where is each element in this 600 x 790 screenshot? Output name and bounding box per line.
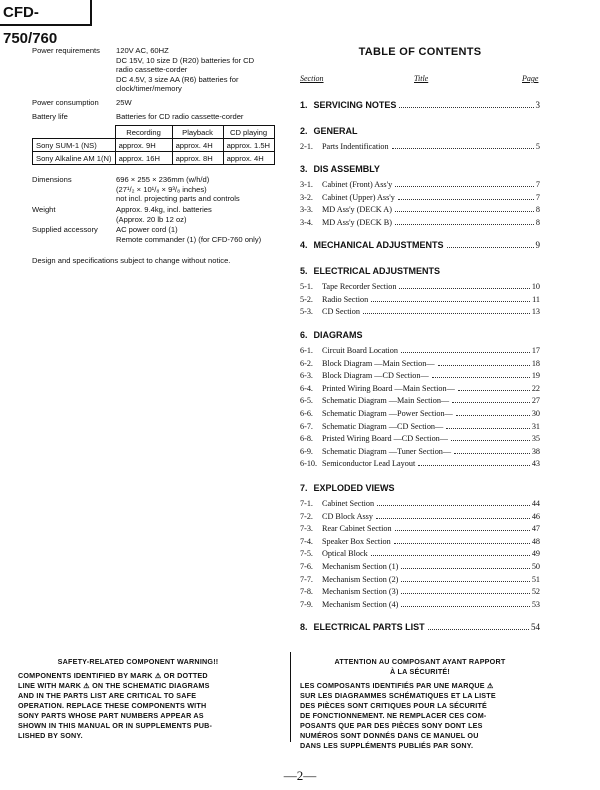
table-header: Recording: [115, 126, 172, 139]
table-header-row: [33, 126, 275, 139]
toc-leader: [392, 148, 534, 149]
spec-value: Approx. 9.4kg, incl. batteries: [116, 205, 212, 214]
toc-col-title: Title: [414, 74, 429, 83]
toc-leader: [446, 428, 530, 429]
table-cell: approx. 9H: [115, 139, 172, 152]
toc-section-title: Mechanism Section (4): [322, 599, 399, 609]
toc-section-number: 7-1.: [300, 499, 313, 508]
table-header: CD playing: [223, 126, 274, 139]
toc-leader: [363, 313, 530, 314]
toc-section-title: Rear Cabinet Section: [322, 524, 392, 534]
toc-chapter-title: DIAGRAMS: [313, 330, 363, 340]
toc-page-number: 53: [531, 599, 540, 609]
toc-section-title: CD Block Assy: [322, 511, 373, 521]
toc-section: [300, 562, 540, 571]
warning-line: SONY PARTS WHOSE PART NUMBERS APPEAR AS: [18, 711, 204, 720]
toc-leader: [395, 211, 534, 212]
spec-value: DC 4.5V, 3 size AA (R6) batteries for: [116, 74, 239, 84]
toc-page-number: 17: [531, 346, 540, 355]
toc-section: [300, 396, 540, 405]
toc-leader: [377, 505, 530, 506]
model-label: CFD-750/760: [0, 0, 92, 26]
toc-leader: [451, 440, 530, 441]
toc-page-number: 7: [535, 192, 540, 202]
toc-chapter-title: EXPLODED VIEWS: [313, 483, 395, 493]
toc-leader: [401, 593, 529, 594]
toc-leader: [401, 606, 529, 607]
toc-chapter-title: MECHANICAL ADJUSTMENTS: [313, 240, 444, 250]
spec-label: Power requirements: [32, 46, 100, 55]
toc-leader: [438, 365, 530, 366]
toc-chapter-number: 8.: [300, 622, 308, 632]
toc-section: [300, 512, 540, 521]
toc-section-number: 7-5.: [300, 549, 313, 559]
spec-value: DC 15V, 10 size D (R20) batteries for CD: [116, 55, 255, 65]
toc-leader: [452, 402, 530, 403]
toc-section: [300, 193, 540, 202]
toc-section-number: 7-3.: [300, 524, 313, 534]
table-cell: approx. 4H: [223, 152, 274, 165]
toc-page-number: 30: [531, 409, 540, 418]
toc-section-number: 6-7.: [300, 421, 313, 431]
toc-section-title: MD Ass'y (DECK A): [322, 205, 392, 215]
toc-leader: [428, 629, 529, 630]
toc-page-number: 8: [535, 217, 540, 227]
toc-section: [300, 409, 540, 418]
toc-section-title: Cabinet (Upper) Ass'y: [322, 192, 395, 202]
warning-line: NUMÉROS SONT DONNÉS DANS CE MANUEL OU: [300, 731, 479, 740]
spec-value: (27¹/₂ × 10¹/₈ × 9³/₈ inches): [116, 184, 207, 194]
warning-line: DES PIÈCES SONT CRITIQUES POUR LA SÉCURITÉ: [300, 701, 488, 710]
toc-section: [300, 587, 540, 596]
toc-page-number: 27: [531, 396, 540, 406]
spec-value: 25W: [116, 98, 132, 107]
toc-section: [300, 371, 540, 380]
table-cell: approx. 1.5H: [223, 139, 274, 152]
toc-page-number: 47: [531, 524, 540, 534]
toc-page-number: 49: [531, 549, 540, 559]
toc-section-number: 6-5.: [300, 396, 313, 406]
spec-label: Supplied accessory: [32, 225, 98, 234]
spec-value: Batteries for CD radio cassette-corder: [116, 112, 244, 121]
spec-value: 696 × 255 × 236mm (w/h/d): [116, 175, 210, 184]
toc-page-number: 54: [531, 622, 540, 632]
safety-warning-en: [18, 657, 258, 741]
toc-col-page: Page: [522, 74, 539, 83]
toc-page-number: 35: [531, 434, 540, 444]
toc-section-number: 3-4.: [300, 217, 313, 227]
toc-chapter-number: 4.: [300, 240, 308, 250]
toc-section-title: Mechanism Section (1): [322, 562, 399, 571]
toc-section-number: 7-7.: [300, 574, 313, 584]
toc-section-number: 7-4.: [300, 536, 313, 546]
toc-chapter-title: SERVICING NOTES: [313, 100, 397, 110]
toc-section-title: Speaker Box Section: [322, 536, 391, 546]
table-cell: Sony SUM-1 (NS): [33, 139, 116, 152]
toc-section-title: Pristed Wiring Board —CD Section—: [322, 434, 448, 444]
toc-section-number: 3-1.: [300, 180, 313, 189]
toc-section-title: Schematic Diagram —Power Section—: [322, 409, 453, 418]
toc-page-number: 8: [535, 205, 540, 215]
spec-note: Design and specifications subject to change without notice.: [32, 256, 231, 265]
battery-life-table: [32, 125, 275, 165]
toc-chapter-number: 5.: [300, 266, 308, 276]
warning-line: SHOWN IN THIS MANUAL OR IN SUPPLEMENTS PUB-: [18, 721, 213, 730]
toc-chapter-title: ELECTRICAL ADJUSTMENTS: [313, 266, 441, 276]
toc-section-title: Tape Recorder Section: [322, 282, 397, 291]
toc-section-number: 5-3.: [300, 307, 313, 317]
toc-leader: [432, 377, 530, 378]
toc-chapter-number: 3.: [300, 164, 308, 174]
toc-chapter-number: 6.: [300, 330, 308, 340]
toc-section-title: Cabinet Section: [322, 499, 375, 508]
toc-section-title: Optical Block: [322, 549, 368, 559]
toc-section: [300, 218, 540, 227]
toc-chapter: [300, 330, 540, 340]
warning-title: ATTENTION AU COMPOSANT AYANT RAPPORT: [334, 657, 506, 666]
column-divider: [290, 652, 291, 742]
warning-line: LES COMPOSANTS IDENTIFIÉS PAR UNE MARQUE ⚠: [300, 681, 494, 690]
toc-page-number: 10: [531, 282, 540, 291]
toc-section-number: 6-3.: [300, 371, 313, 381]
toc-section-number: 6-2.: [300, 358, 313, 368]
toc-page-number: 51: [531, 574, 540, 584]
toc-section: [300, 447, 540, 456]
toc-section-number: 7-8.: [300, 587, 313, 597]
toc-section-title: Radio Section: [322, 294, 369, 304]
toc-section: [300, 549, 540, 558]
toc-chapter-title: ELECTRICAL PARTS LIST: [313, 622, 425, 632]
toc-page-number: 5: [535, 142, 540, 151]
spec-label: Weight: [32, 205, 56, 214]
toc-section: [300, 295, 540, 304]
warning-line: DANS LES SUPPLÉMENTS PUBLIÉS PAR SONY.: [300, 741, 474, 750]
toc-section-number: 5-1.: [300, 282, 313, 291]
toc-section-number: 6-4.: [300, 383, 313, 393]
toc-section: [300, 346, 540, 355]
toc-section-title: MD Ass'y (DECK B): [322, 217, 392, 227]
toc-section-number: 3-2.: [300, 192, 313, 202]
toc-chapter: [300, 266, 540, 276]
warning-title: SAFETY-RELATED COMPONENT WARNING!!: [57, 657, 219, 666]
toc-section-title: Block Diagram —CD Section—: [322, 371, 429, 381]
safety-warning-fr: [300, 657, 540, 751]
toc-leader: [371, 301, 530, 302]
toc-chapter: [300, 100, 540, 110]
toc-section: [300, 205, 540, 214]
warning-line: LINE WITH MARK ⚠ ON THE SCHEMATIC DIAGRAMS: [18, 681, 210, 690]
warning-line: LISHED BY SONY.: [18, 731, 83, 740]
warning-line: POSANTS QUE PAR DES PIÈCES SONY DONT LES: [300, 721, 483, 730]
toc-chapter-number: 1.: [300, 100, 308, 110]
toc-page-number: 44: [531, 499, 540, 508]
toc-section-number: 2-1.: [300, 142, 313, 151]
toc-section: [300, 282, 540, 291]
toc-section: [300, 600, 540, 609]
page-number: —2—: [283, 768, 317, 783]
spec-label: Power consumption: [32, 98, 99, 107]
toc-page-number: 52: [531, 587, 540, 597]
toc-chapter: [300, 240, 540, 250]
toc-section: [300, 434, 540, 443]
warning-line: SUR LES DIAGRAMMES SCHÉMATIQUES ET LA LISTE: [300, 691, 496, 700]
warning-line: AND IN THE PARTS LIST ARE CRITICAL TO SAFE: [18, 691, 197, 700]
toc-chapter-title: GENERAL: [313, 126, 358, 136]
toc-section-number: 7-6.: [300, 562, 313, 571]
toc-chapter-title: DIS ASSEMBLY: [313, 164, 380, 174]
toc-leader: [376, 518, 530, 519]
toc-page-number: 7: [535, 180, 540, 189]
spec-value: not incl. projecting parts and controls: [116, 194, 240, 204]
toc-leader: [395, 186, 534, 187]
toc-section: [300, 422, 540, 431]
toc-section-title: Mechanism Section (2): [322, 574, 399, 584]
toc-section: [300, 537, 540, 546]
toc-page-number: 13: [531, 307, 540, 317]
toc-leader: [371, 555, 530, 556]
table-row: [33, 139, 275, 152]
table-header: Playback: [172, 126, 223, 139]
toc-section-title: Mechanism Section (3): [322, 587, 399, 597]
toc-chapter: [300, 622, 540, 632]
toc-section-title: Semiconductor Lead Layout: [322, 459, 416, 469]
toc-leader: [398, 199, 534, 200]
toc-page-number: 22: [531, 383, 540, 393]
toc-leader: [456, 415, 530, 416]
spec-label: Dimensions: [32, 175, 72, 184]
toc-chapter: [300, 164, 540, 174]
toc-section-number: 5-2.: [300, 294, 313, 304]
toc-section-title: Parts Indentification: [322, 142, 389, 151]
table-cell: approx. 16H: [115, 152, 172, 165]
spec-value: clock/timer/memory: [116, 84, 182, 94]
toc-section-number: 6-8.: [300, 434, 313, 444]
toc-title: TABLE OF CONTENTS: [358, 46, 482, 58]
toc-leader: [401, 352, 530, 353]
toc-section: [300, 180, 540, 189]
warning-line: DE FONCTIONNEMENT. NE REMPLACER CES COM-: [300, 711, 487, 720]
toc-leader: [447, 247, 534, 248]
toc-chapter: [300, 126, 540, 136]
table-cell: approx. 4H: [172, 139, 223, 152]
toc-page-number: 18: [531, 358, 540, 368]
toc-leader: [418, 465, 530, 466]
toc-section: [300, 524, 540, 533]
spec-value: Remote commander (1) (for CFD-760 only): [116, 234, 262, 244]
toc-page-number: 3: [535, 100, 540, 110]
spec-value: 120V AC, 60HZ: [116, 46, 169, 55]
table-row: [33, 152, 275, 165]
spec-label: Battery life: [32, 112, 68, 121]
toc-leader: [454, 453, 530, 454]
toc-section-number: 3-3.: [300, 205, 313, 215]
toc-leader: [395, 530, 530, 531]
toc-section-title: Schematic Diagram —Main Section—: [322, 396, 450, 406]
toc-section: [300, 384, 540, 393]
toc-leader: [458, 390, 530, 391]
warning-line: OPERATION. REPLACE THESE COMPONENTS WITH: [18, 701, 207, 710]
toc-page-number: 46: [531, 511, 540, 521]
spec-value: (Approx. 20 lb 12 oz): [116, 214, 187, 224]
toc-section-title: Block Diagram —Main Section—: [322, 358, 435, 368]
toc-section-number: 6-9.: [300, 446, 313, 456]
toc-section: [300, 575, 540, 584]
toc-leader: [399, 107, 533, 108]
warning-title: À LA SÉCURITÉ!: [389, 667, 451, 676]
toc-leader: [394, 543, 530, 544]
toc-section: [300, 499, 540, 508]
toc-leader: [401, 581, 529, 582]
toc-section-title: Cabinet (Front) Ass'y: [322, 180, 393, 189]
toc-col-section: Section: [300, 74, 324, 83]
toc-page-number: 11: [532, 294, 540, 304]
toc-page-number: 38: [531, 446, 540, 456]
table-cell: Sony Alkaline AM 1(N): [33, 152, 116, 165]
toc-chapter-number: 2.: [300, 126, 308, 136]
toc-section-title: Schematic Diagram —Tuner Section—: [322, 446, 452, 456]
toc-section: [300, 307, 540, 316]
toc-page-number: 43: [531, 459, 540, 469]
toc-section-title: CD Section: [322, 307, 360, 317]
toc-section-title: Printed Wiring Board —Main Section—: [322, 383, 455, 393]
toc-section: [300, 459, 540, 468]
warning-line: COMPONENTS IDENTIFIED BY MARK ⚠ OR DOTTED: [18, 671, 208, 680]
toc-section-title: Circuit Board Location: [322, 346, 398, 355]
toc-page-number: 48: [531, 536, 540, 546]
toc-section-number: 6-10.: [300, 459, 318, 469]
toc-leader: [401, 568, 529, 569]
toc-chapter: [300, 483, 540, 493]
toc-page-number: 31: [531, 421, 540, 431]
table-cell: approx. 8H: [172, 152, 223, 165]
table-cell-empty: [33, 126, 116, 139]
toc-section-number: 6-6.: [300, 409, 313, 418]
spec-value: radio cassette-corder: [116, 65, 188, 75]
toc-page-number: 9: [535, 240, 540, 250]
toc-page-number: 19: [531, 371, 540, 381]
toc-chapter-number: 7.: [300, 483, 308, 493]
toc-leader: [399, 288, 529, 289]
toc-section-number: 7-2.: [300, 511, 313, 521]
toc-leader: [395, 224, 534, 225]
toc-section-number: 6-1.: [300, 346, 313, 355]
toc-page-number: 50: [531, 562, 540, 571]
toc-section-title: Schematic Diagram —CD Section—: [322, 421, 444, 431]
toc-section: [300, 359, 540, 368]
toc-section: [300, 142, 540, 151]
spec-value: AC power cord (1): [116, 225, 178, 234]
toc-section-number: 7-9.: [300, 599, 313, 609]
